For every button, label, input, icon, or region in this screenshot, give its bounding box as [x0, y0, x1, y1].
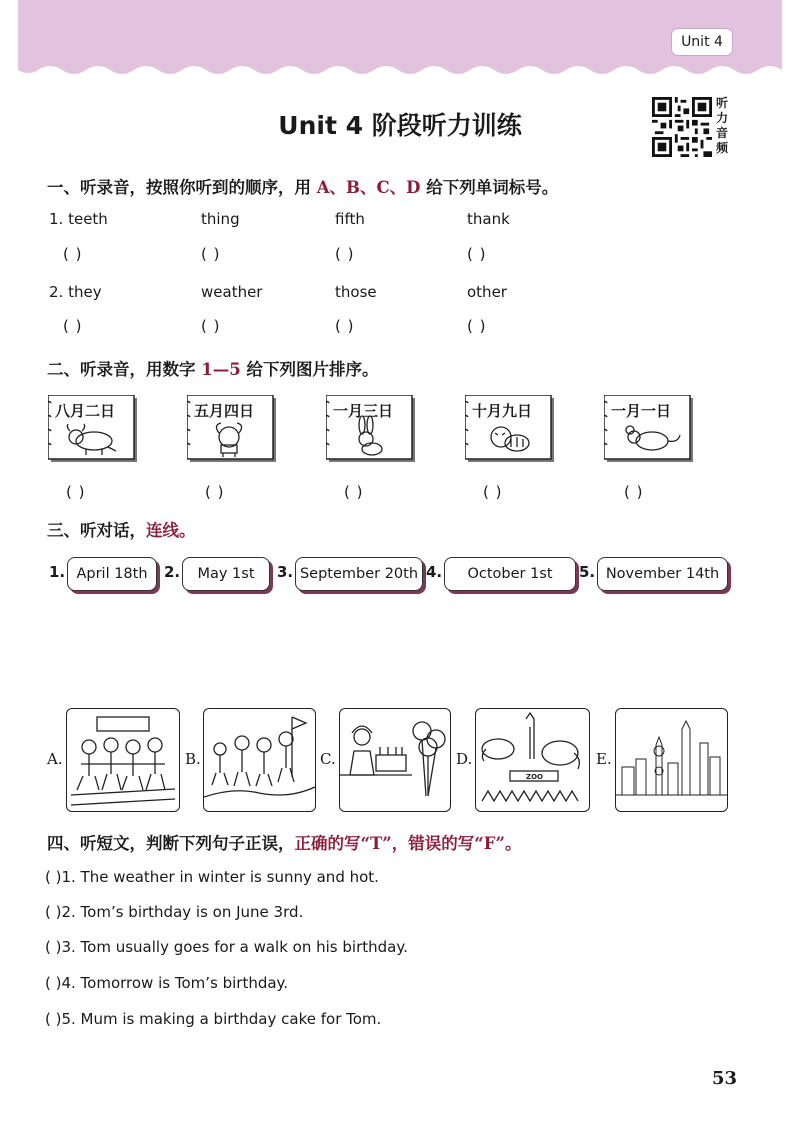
- zoo-picture[interactable]: [475, 708, 590, 812]
- answer-blank[interactable]: ( ): [63, 245, 83, 263]
- picture-label-d: D.: [456, 750, 473, 768]
- answer-blank[interactable]: ( ): [201, 245, 221, 263]
- item-number: 3.: [277, 563, 294, 581]
- answer-blank[interactable]: ( ): [205, 483, 225, 501]
- true-false-item-4[interactable]: ( )4. Tomorrow is Tom’s birthday.: [45, 974, 289, 992]
- true-false-item-3[interactable]: ( )3. Tom usually goes for a walk on his birthday.: [45, 938, 408, 956]
- birthday-party-picture[interactable]: [339, 708, 451, 812]
- picture-label-a: A.: [47, 750, 63, 768]
- header-banner: [18, 0, 782, 82]
- item-number: 2.: [164, 563, 181, 581]
- true-false-item-1[interactable]: ( )1. The weather in winter is sunny and hot.: [45, 868, 379, 886]
- item-number: 4.: [426, 563, 443, 581]
- picture-label-c: C.: [320, 750, 336, 768]
- qr-code-icon[interactable]: [652, 97, 712, 157]
- unit-tab: Unit 4: [671, 28, 733, 56]
- word-other: other: [467, 283, 507, 301]
- answer-blank[interactable]: ( ): [335, 317, 355, 335]
- word-they: 2. they: [49, 283, 102, 301]
- date-box-4[interactable]: October 1st: [444, 557, 576, 591]
- answer-blank[interactable]: ( ): [63, 317, 83, 335]
- answer-blank[interactable]: ( ): [335, 245, 355, 263]
- calendar-date-5: 一月一日: [611, 402, 672, 420]
- calendar-date-1: 八月二日: [55, 402, 116, 420]
- word-teeth: 1. teeth: [49, 210, 108, 228]
- answer-blank[interactable]: ( ): [624, 483, 644, 501]
- item-number: 5.: [579, 563, 596, 581]
- picture-label-b: B.: [185, 750, 201, 768]
- answer-blank[interactable]: ( ): [344, 483, 364, 501]
- city-skyline-picture[interactable]: [615, 708, 728, 812]
- answer-blank[interactable]: ( ): [483, 483, 503, 501]
- section3-heading: 三、听对话，连线。: [47, 521, 196, 540]
- word-thing: thing: [201, 210, 240, 228]
- date-box-2[interactable]: May 1st: [182, 557, 270, 591]
- qr-label: 听力音频: [716, 96, 729, 155]
- answer-blank[interactable]: ( ): [467, 245, 487, 263]
- date-box-3[interactable]: September 20th: [295, 557, 423, 591]
- children-parade-picture[interactable]: [66, 708, 180, 812]
- date-box-1[interactable]: April 18th: [67, 557, 157, 591]
- svg-text:ZOO: ZOO: [526, 773, 543, 781]
- word-fifth: fifth: [335, 210, 365, 228]
- page-number: 53: [712, 1068, 738, 1089]
- true-false-item-2[interactable]: ( )2. Tom’s birthday is on June 3rd.: [45, 903, 304, 921]
- answer-blank[interactable]: ( ): [467, 317, 487, 335]
- word-thank: thank: [467, 210, 510, 228]
- answer-blank[interactable]: ( ): [66, 483, 86, 501]
- calendar-date-4: 十月九日: [472, 402, 533, 420]
- page-title: Unit 4 阶段听力训练: [278, 111, 522, 140]
- true-false-item-5[interactable]: ( )5. Mum is making a birthday cake for Tom.: [45, 1010, 382, 1028]
- picture-label-e: E.: [596, 750, 612, 768]
- section2-heading: 二、听录音，用数字 1—5 给下列图片排序。: [47, 360, 379, 379]
- answer-blank[interactable]: ( ): [201, 317, 221, 335]
- section1-heading: 一、听录音，按照你听到的顺序，用 A、B、C、D 给下列单词标号。: [47, 178, 559, 197]
- calendar-date-3: 一月三日: [333, 402, 394, 420]
- word-those: those: [335, 283, 377, 301]
- word-weather: weather: [201, 283, 263, 301]
- item-number: 1.: [49, 563, 66, 581]
- date-box-5[interactable]: November 14th: [597, 557, 728, 591]
- children-hiking-picture[interactable]: [203, 708, 316, 812]
- calendar-date-2: 五月四日: [194, 402, 255, 420]
- section4-heading: 四、听短文，判断下列句子正误，正确的写“T”，错误的写“F”。: [47, 834, 522, 853]
